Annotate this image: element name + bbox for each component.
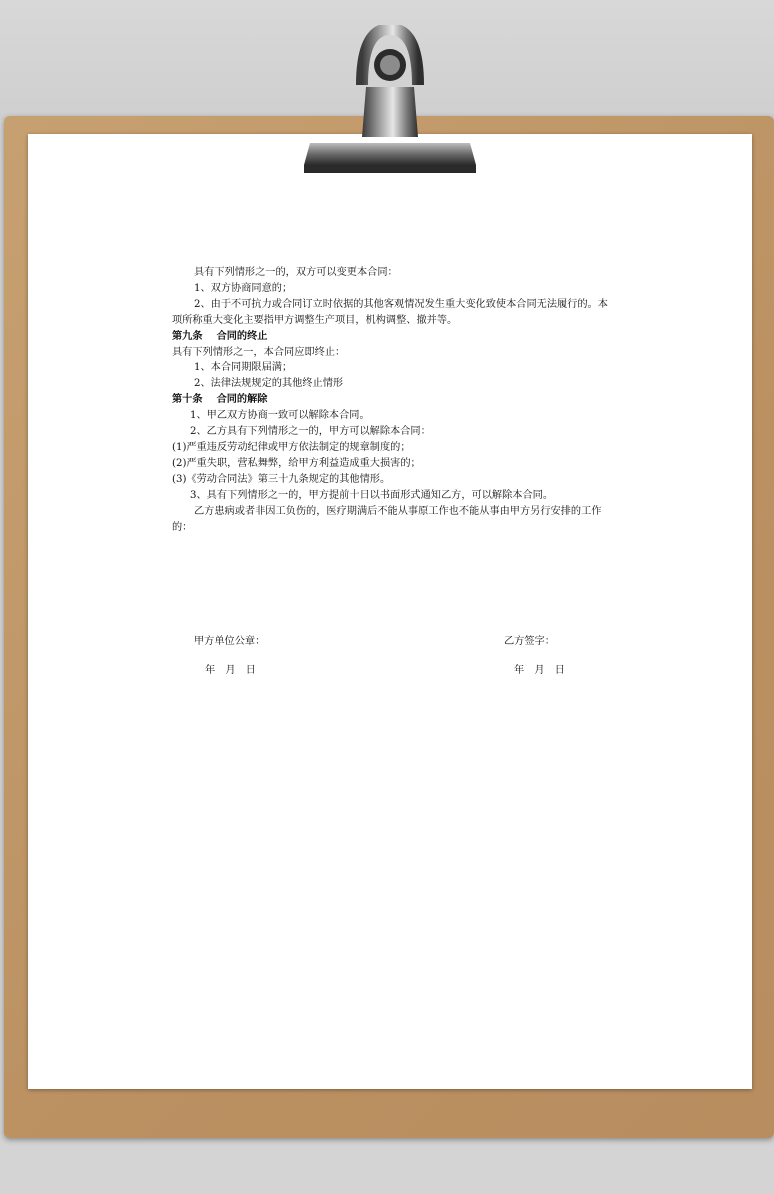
text-line: 3、具有下列情形之一的，甲方提前十日以书面形式通知乙方，可以解除本合同。 [190,489,554,501]
text-line: (3)《劳动合同法》第三十九条规定的其他情形。 [172,473,391,485]
text-paragraph: 乙方患病或者非因工负伤的，医疗期满后不能从事原工作也不能从事由甲方另行安排的工作的： [172,505,602,533]
text-line: 1、双方协商同意的； [194,282,293,294]
party-b-date: 年 月 日 [514,665,565,676]
article-heading: 第九条 合同的终止 [172,330,268,342]
text-line: 2、法律法规规定的其他终止情形 [194,378,344,390]
party-b-sign-label: 乙方签字： [504,636,555,647]
party-a-seal-label: 甲方单位公章： [194,636,266,647]
party-a-date: 年 月 日 [205,665,256,676]
article-heading: 第十条 合同的解除 [172,394,268,406]
text-line: 2、乙方具有下列情形之一的，甲方可以解除本合同： [190,426,431,438]
text-line: (1)严重违反劳动纪律或甲方依法制定的规章制度的； [172,441,411,453]
contract-text [172,265,612,535]
binder-clip-icon [300,25,480,180]
text-line: 1、甲乙双方协商一致可以解除本合同。 [190,410,370,422]
text-line: 具有下列情形之一，本合同应即终止： [172,346,346,358]
text-line: 具有下列情形之一的，双方可以变更本合同： [194,267,398,278]
text-line: (2)严重失职，营私舞弊，给甲方利益造成重大损害的； [172,457,421,469]
text-line: 1、本合同期限届满； [194,362,293,374]
text-paragraph: 2、由于不可抗力或合同订立时依据的其他客观情况发生重大变化致使本合同无法履行的。本项所称重大变化主要指甲方调整生产项目，机构调整、撤并等。 [172,298,608,326]
